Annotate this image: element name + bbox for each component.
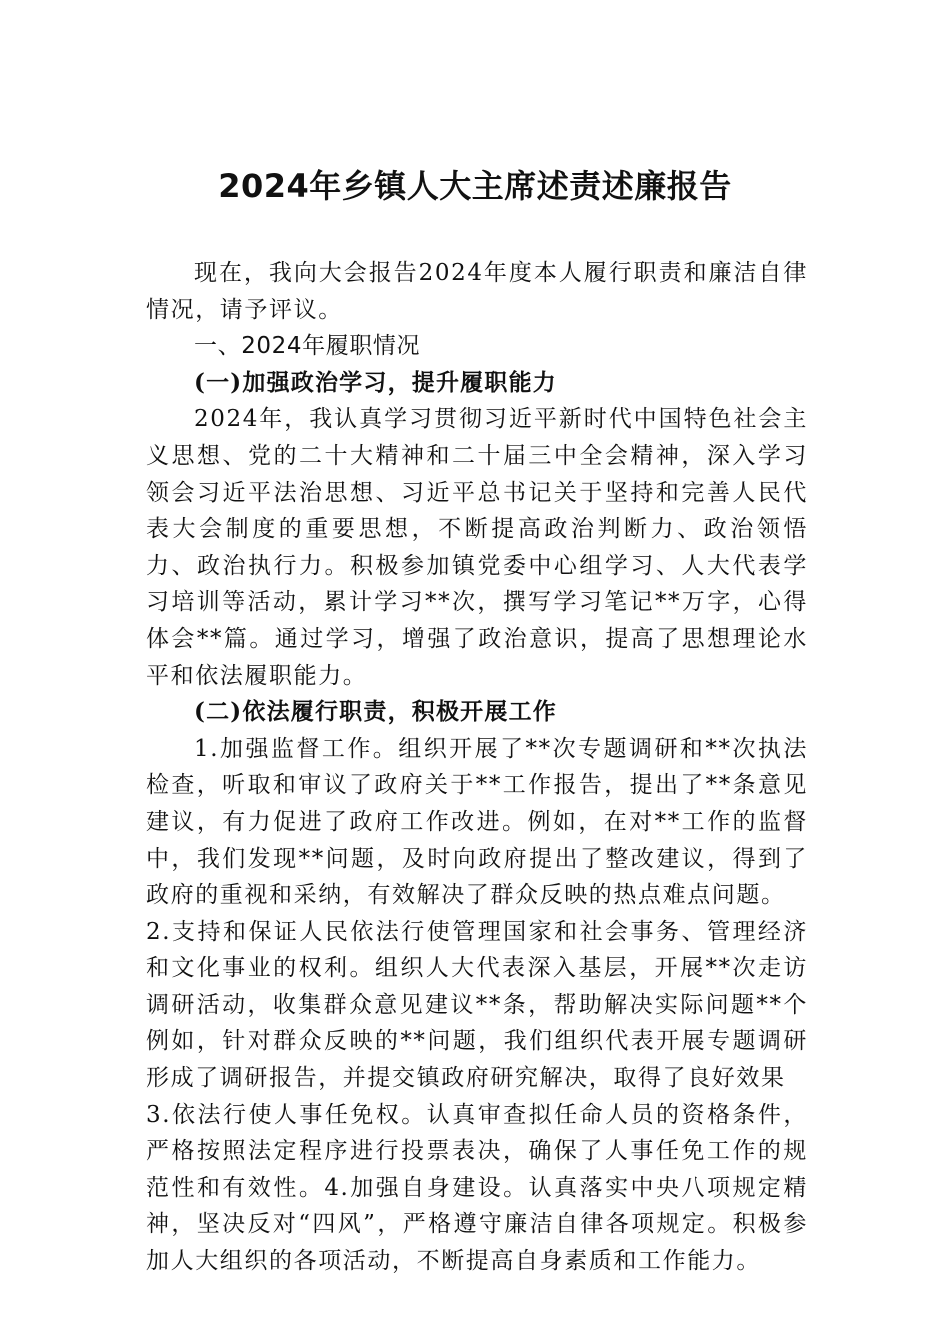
intro-paragraph: 现在，我向大会报告2024年度本人履行职责和廉洁自律情况，请予评议。 xyxy=(146,260,808,323)
document-title: 2024年乡镇人大主席述责述廉报告 xyxy=(218,167,732,205)
subsection-2-body-2: 2.支持和保证人民依法行使管理国家和社会事务、管理经济和文化事业的权利。组织人大代表深入基层，开展**次走访调研活动，收集群众意见建议**条，帮助解决实际问题**个例如，针对群众反映的**问题，我们组织代表开展专题调研形成了调研报告，并提交镇政府研究解决，取得了良好效果 xyxy=(146,918,808,1092)
subsection-heading-1: (一)加强政治学习，提升履职能力 xyxy=(194,368,557,396)
subsection-2-body-1: 1.加强监督工作。组织开展了**次专题调研和**次执法检查，听取和审议了政府关于**工作报告，提出了**条意见建议，有力促进了政府工作改进。例如，在对**工作的监督中，我们发现**问题，及时向政府提出了整改建议，得到了政府的重视和采纳，有效解决了群众反映的热点难点问题。 xyxy=(146,735,808,909)
document-body xyxy=(146,255,808,1280)
section-heading-1: 一、2024年履职情况 xyxy=(194,333,421,360)
subsection-1-body: 2024年，我认真学习贯彻习近平新时代中国特色社会主义思想、党的二十大精神和二十届三中全会精神，深入学习领会习近平法治思想、习近平总书记关于坚持和完善人民代表大会制度的重要思想，不断提高政治判断力、政治领悟力、政治执行力。积极参加镇党委中心组学习、人大代表学习培训等活动，累计学习**次，撰写学习笔记**万字，心得体会**篇。通过学习，增强了政治意识，提高了思想理论水平和依法履职能力。 xyxy=(146,406,808,689)
subsection-heading-2: (二)依法履行职责，积极开展工作 xyxy=(194,698,557,726)
subsection-2-body-3: 3.依法行使人事任免权。认真审查拟任命人员的资格条件，严格按照法定程序进行投票表决，确保了人事任免工作的规范性和有效性。4.加强自身建设。认真落实中央八项规定精神，坚决反对“四风”，严格遵守廉洁自律各项规定。积极参加人大组织的各项活动，不断提高自身素质和工作能力。 xyxy=(146,1101,808,1275)
